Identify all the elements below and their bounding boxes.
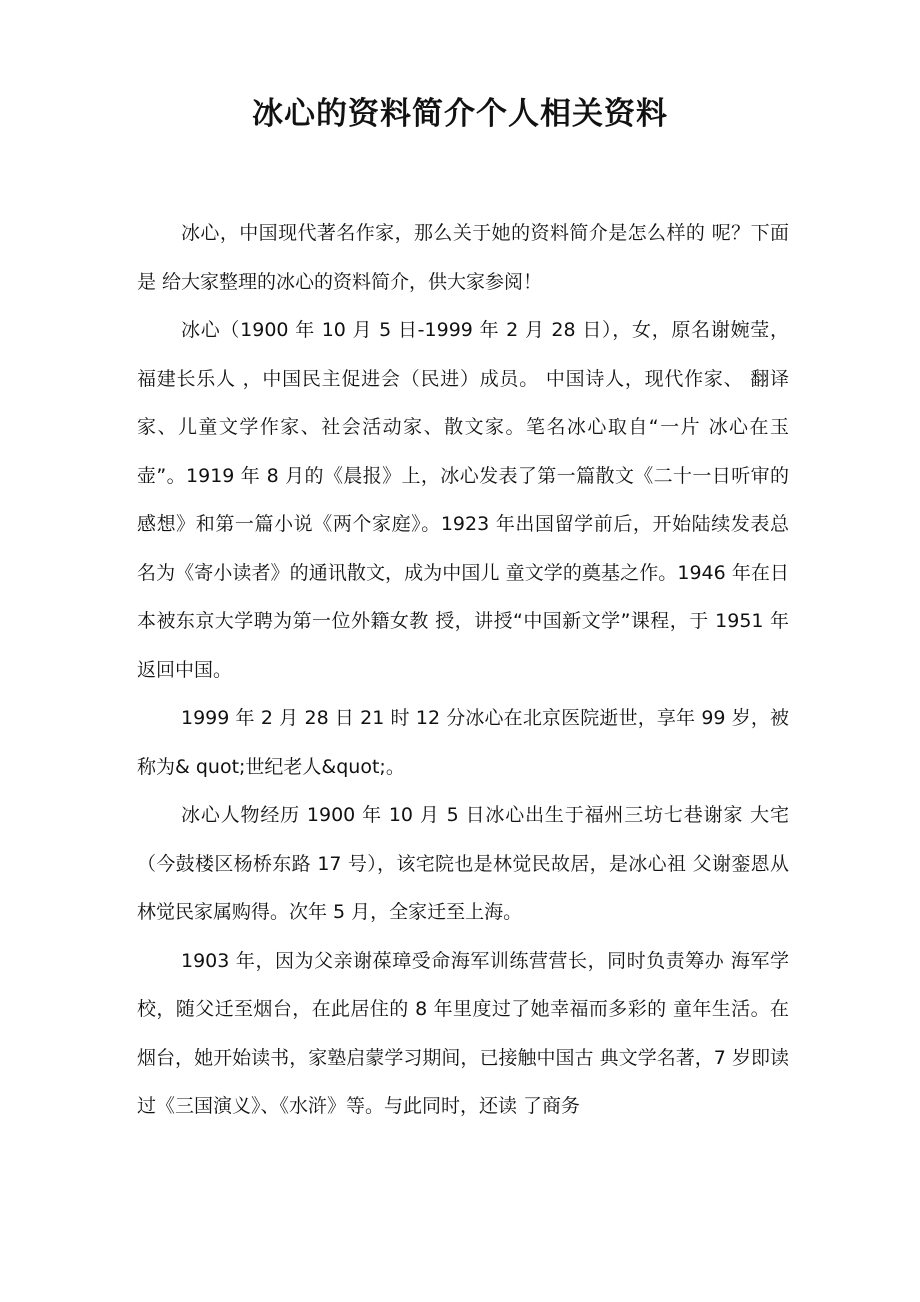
paragraph-biography: 冰心（1900 年 10 月 5 日-1999 年 2 月 28 日），女，原名谢婉莹， 福建长乐人 ，中国民主促进会（民进）成员。 中国诗人，现代作家、 翻译家、儿童文学作家、社会活动家、散文家。笔名冰心取自“一片 冰心在玉壶”。1919 年 8 月的《晨报》上，冰心发表了第一篇散文《二十一日听审的感想》和第一篇小说《两个家庭》。1923 年出国留学前后，开始陆续发表总名为《寄小读者》的通讯散文，成为中国儿 童文学的奠基之作。1946 年在日本被东京大学聘为第一位外籍女教 授，讲授“中国新文学”课程，于 1951 年返回中国。 — [137, 319, 789, 681]
paragraph-death: 1999 年 2 月 28 日 21 时 12 分冰心在北京医院逝世，享年 99 岁，被称为& quot;世纪老人&quot;。 — [137, 707, 789, 778]
document-body — [137, 209, 789, 1131]
document-title: 冰心的资料简介个人相关资料 — [252, 96, 668, 132]
paragraph-intro: 冰心，中国现代著名作家，那么关于她的资料简介是怎么样的 呢？下面是 给大家整理的冰心的资料简介，供大家参阅！ — [137, 222, 789, 293]
paragraph-birth: 冰心人物经历 1900 年 10 月 5 日冰心出生于福州三坊七巷谢家 大宅（今鼓楼区杨桥东路 17 号），该宅院也是林觉民故居，是冰心祖 父谢銮恩从林觉民家属购得。次年 5 月，全家迁至上海。 — [137, 804, 789, 923]
paragraph-childhood: 1903 年，因为父亲谢葆璋受命海军训练营营长，同时负责筹办 海军学校，随父迁至烟台，在此居住的 8 年里度过了她幸福而多彩的 童年生活。在烟台，她开始读书，家塾启蒙学习期间，已接触中国古 典文学名著，7 岁即读过《三国演义》、《水浒》等。与此同时，还读 了商务 — [137, 949, 789, 1117]
